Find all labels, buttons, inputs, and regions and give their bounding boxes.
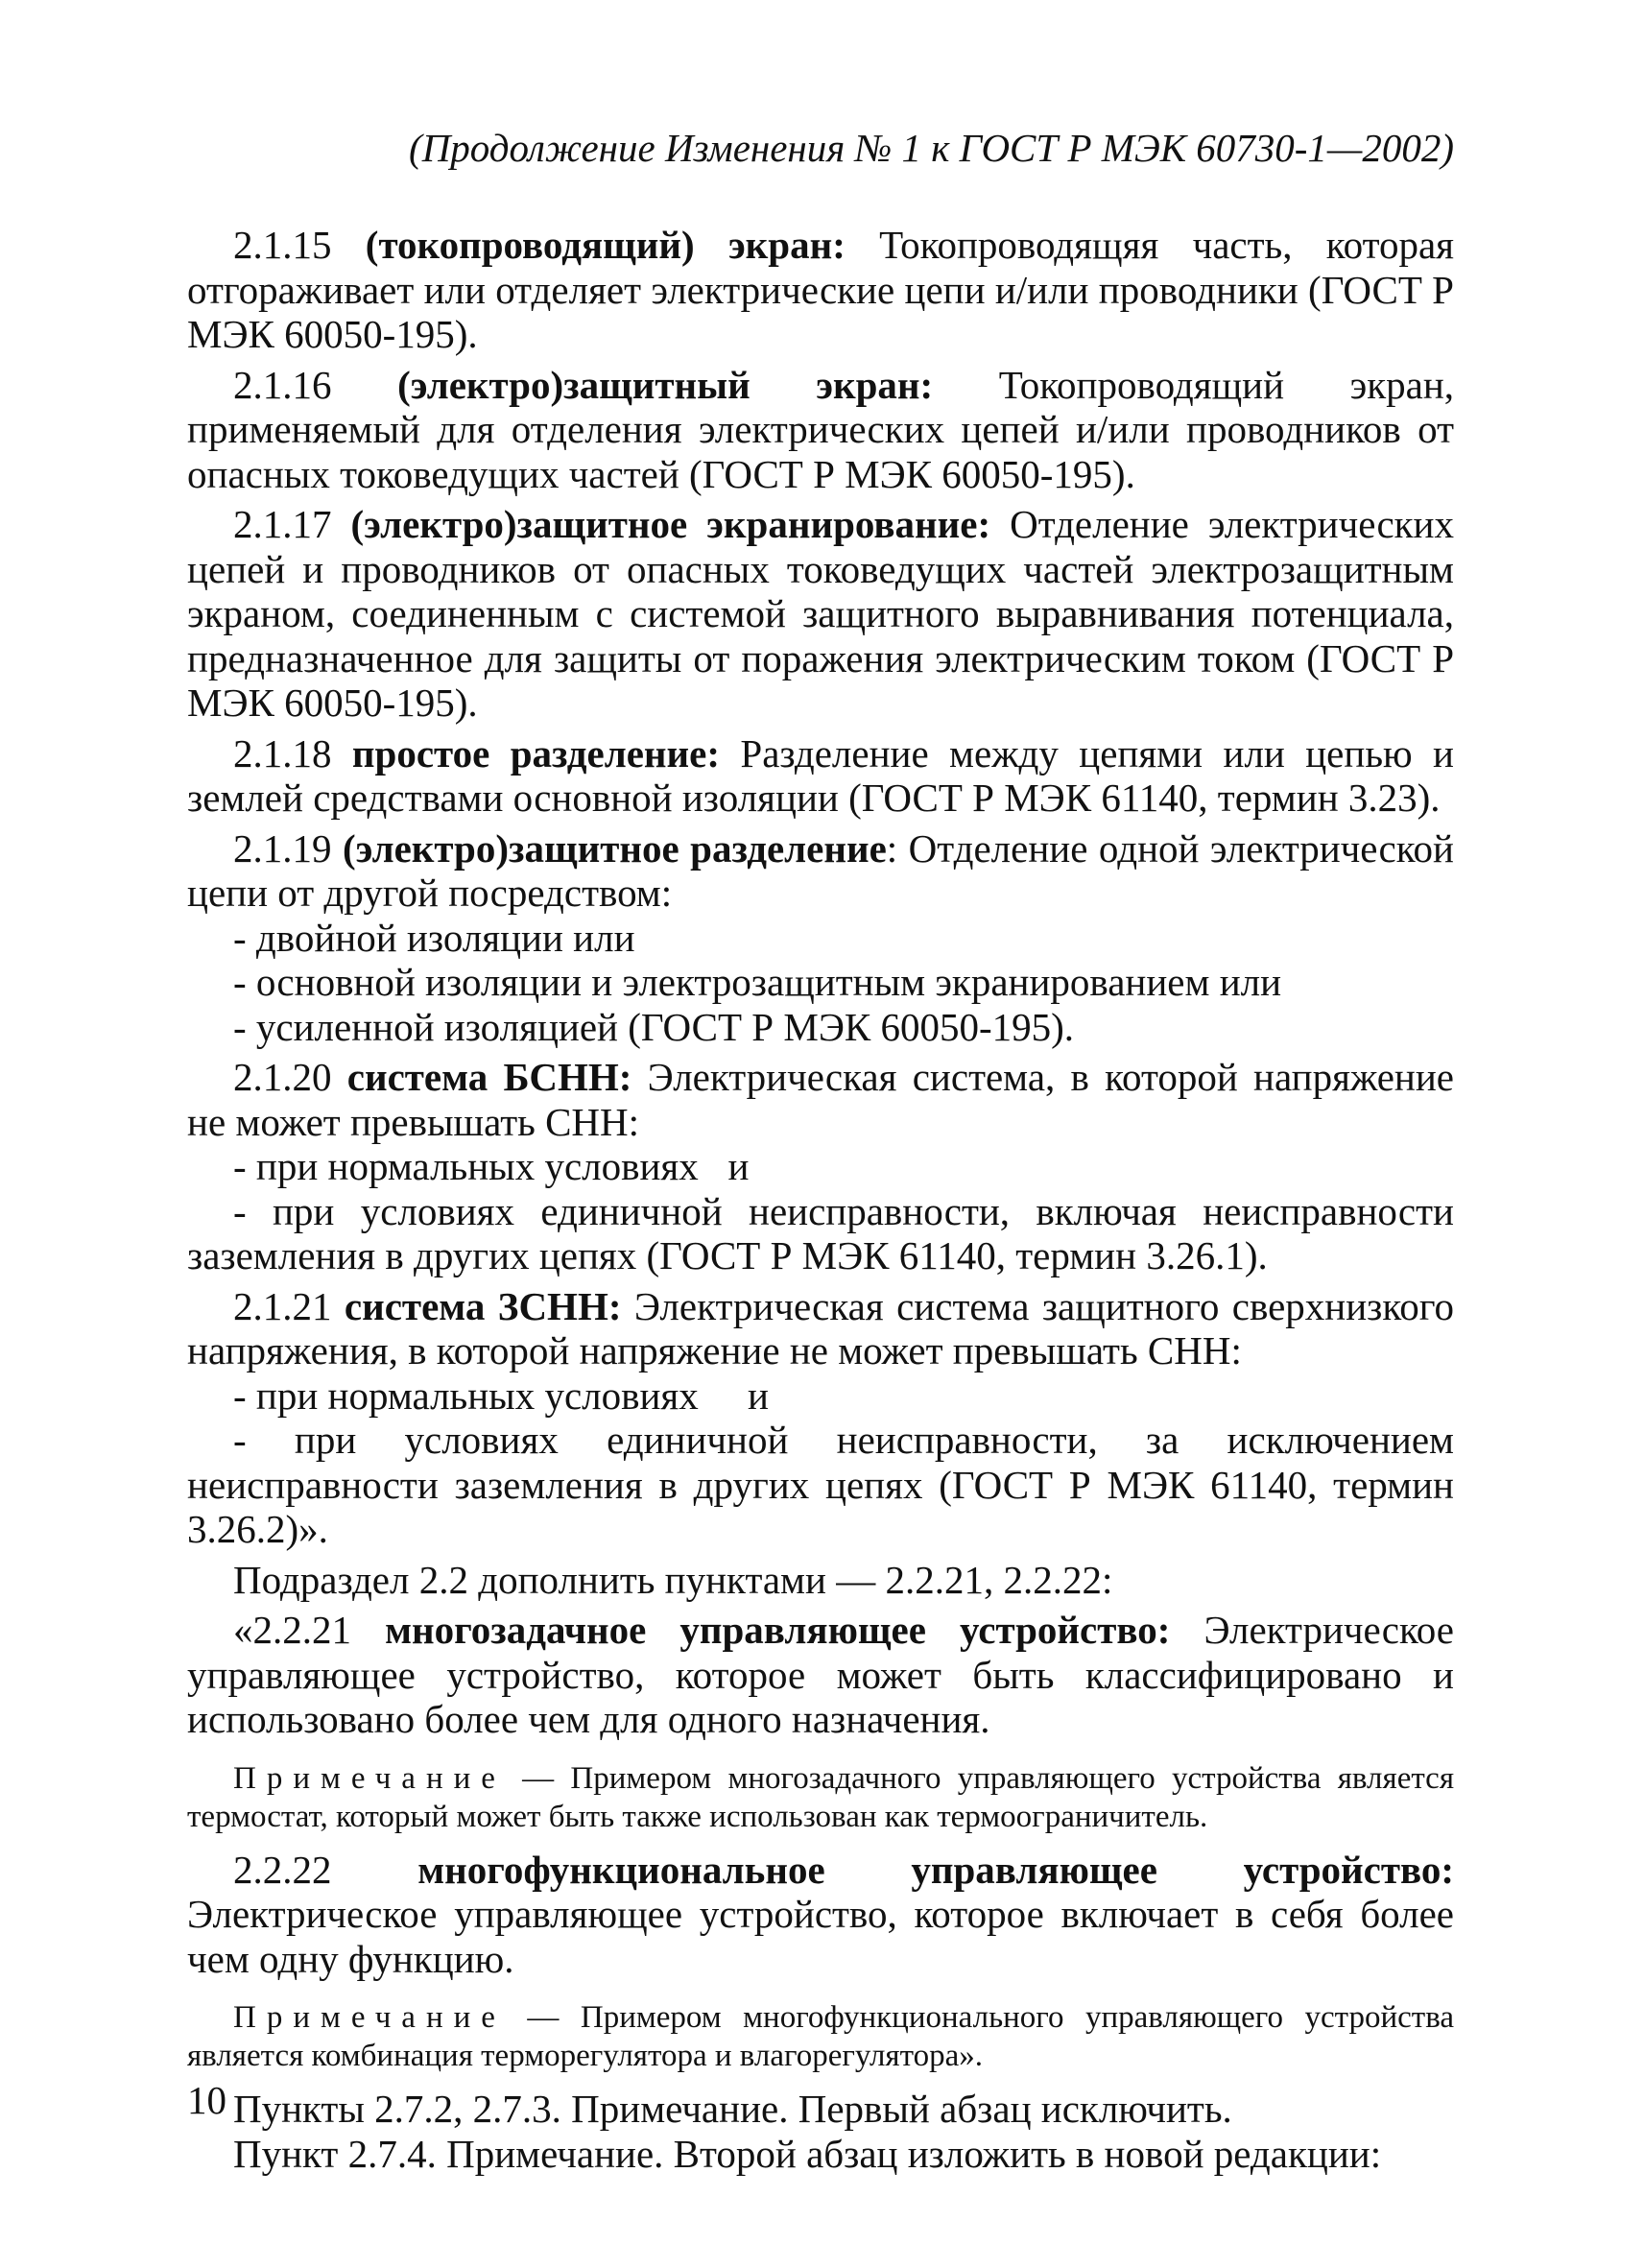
list-item: - при нормальных условиях и (233, 1144, 750, 1188)
document-page (187, 123, 1454, 2176)
clause-2-1-18: 2.1.18 простое разделение: Разделение между цепями или цепью и землей средствами основной изоляции (ГОСТ Р МЭК 61140, термин 3.23). (187, 730, 1454, 820)
note-2: Примечание — Примером многофункционального управляющего устройства является комбинация терморегулятора и влагорегулятора». (187, 2000, 1454, 2073)
clause-2-1-21: 2.1.21 система ЗСНН: Электрическая система защитного сверхнизкого напряжения, в которой напряжение не может превышать СНН: (187, 1283, 1454, 1373)
list-item: - усиленной изоляцией (ГОСТ Р МЭК 60050-195). (233, 1004, 1075, 1049)
note-1: Примечание — Примером многозадачного управляющего устройства является термостат, который может быть также использован как термоограничитель. (187, 1760, 1454, 1834)
term: система БСНН: (346, 1055, 632, 1099)
list-item: - основной изоляции и электрозащитным экранированием или (233, 960, 1282, 1004)
term: многозадачное управляющее устройство: (385, 1608, 1171, 1652)
note-label: Примечание (233, 2000, 506, 2035)
clause-2-2-22: 2.2.22 многофункциональное управляющее устройство: Электрическое управляющее устройство, которое включает в себя более чем одну функцию. (187, 1847, 1454, 1981)
term: (токопроводящий) экран: (365, 223, 846, 267)
term: многофункциональное управляющее устройство: (417, 1847, 1454, 1892)
term: простое разделение: (351, 730, 720, 776)
clause-2-1-19: 2.1.19 (электро)защитное разделение: Отделение одной электрической цепи от другой посредством: (187, 825, 1454, 915)
items-2-7-2-2-7-3: Пункты 2.7.2, 2.7.3. Примечание. Первый абзац исключить. (233, 2087, 1232, 2131)
term: (электро)защитное экранирование: (350, 502, 991, 546)
term: система ЗСНН: (344, 1283, 622, 1328)
list-item: - при нормальных условиях и (233, 1373, 769, 1418)
note-label: Примечание (233, 1760, 506, 1796)
clause-2-1-20: 2.1.20 система БСНН: Электрическая система, в которой напряжение не может превышать СНН: (187, 1055, 1455, 1144)
list-item: - при условиях единичной неисправности, за исключением неисправности заземления в других цепях (ГОСТ Р МЭК 61140, термин 3.26.2)». (187, 1418, 1454, 1551)
subsection-2-2-addition: Подраздел 2.2 дополнить пунктами — 2.2.21, 2.2.22: (233, 1557, 1113, 1602)
clause-2-2-21: «2.2.21 многозадачное управляющее устройство: Электрическое управляющее устройство, которое может быть классифицировано и использовано более чем для одного назначения. (187, 1608, 1454, 1741)
clause-2-1-17: 2.1.17 (электро)защитное экранирование: Отделение электрических цепей и проводников от опасных токоведущих частей электрозащитным экраном, соединенным с системой защитного выравнивания потенциала, предназначенное для защиты от поражения электрическим током (ГОСТ Р МЭК 60050-195). (187, 502, 1455, 725)
term: (электро)защитное разделение (342, 825, 887, 871)
term: (электро)защитный экран: (397, 362, 934, 407)
clause-2-1-16: 2.1.16 (электро)защитный экран: Токопроводящий экран, применяемый для отделения электрических цепей и/или проводников от опасных токоведущих частей (ГОСТ Р МЭК 60050-195). (187, 362, 1455, 496)
list-item: - при условиях единичной неисправности, включая неисправности заземления в других цепях (ГОСТ Р МЭК 61140, термин 3.26.1). (187, 1188, 1454, 1277)
item-2-7-4: Пункт 2.7.4. Примечание. Второй абзац изложить в новой редакции: (233, 2131, 1382, 2176)
list-item: - двойной изоляции или (233, 915, 635, 960)
running-title: (Продолжение Изменения № 1 к ГОСТ Р МЭК 60730-1—2002) (409, 126, 1454, 170)
clause-2-1-15: 2.1.15 (токопроводящий) экран: Токопроводящяя часть, которая отгораживает или отделяет электрические цепи и/или проводники (ГОСТ Р МЭК 60050-195). (187, 223, 1455, 356)
page-number: 10 (187, 2078, 226, 2122)
